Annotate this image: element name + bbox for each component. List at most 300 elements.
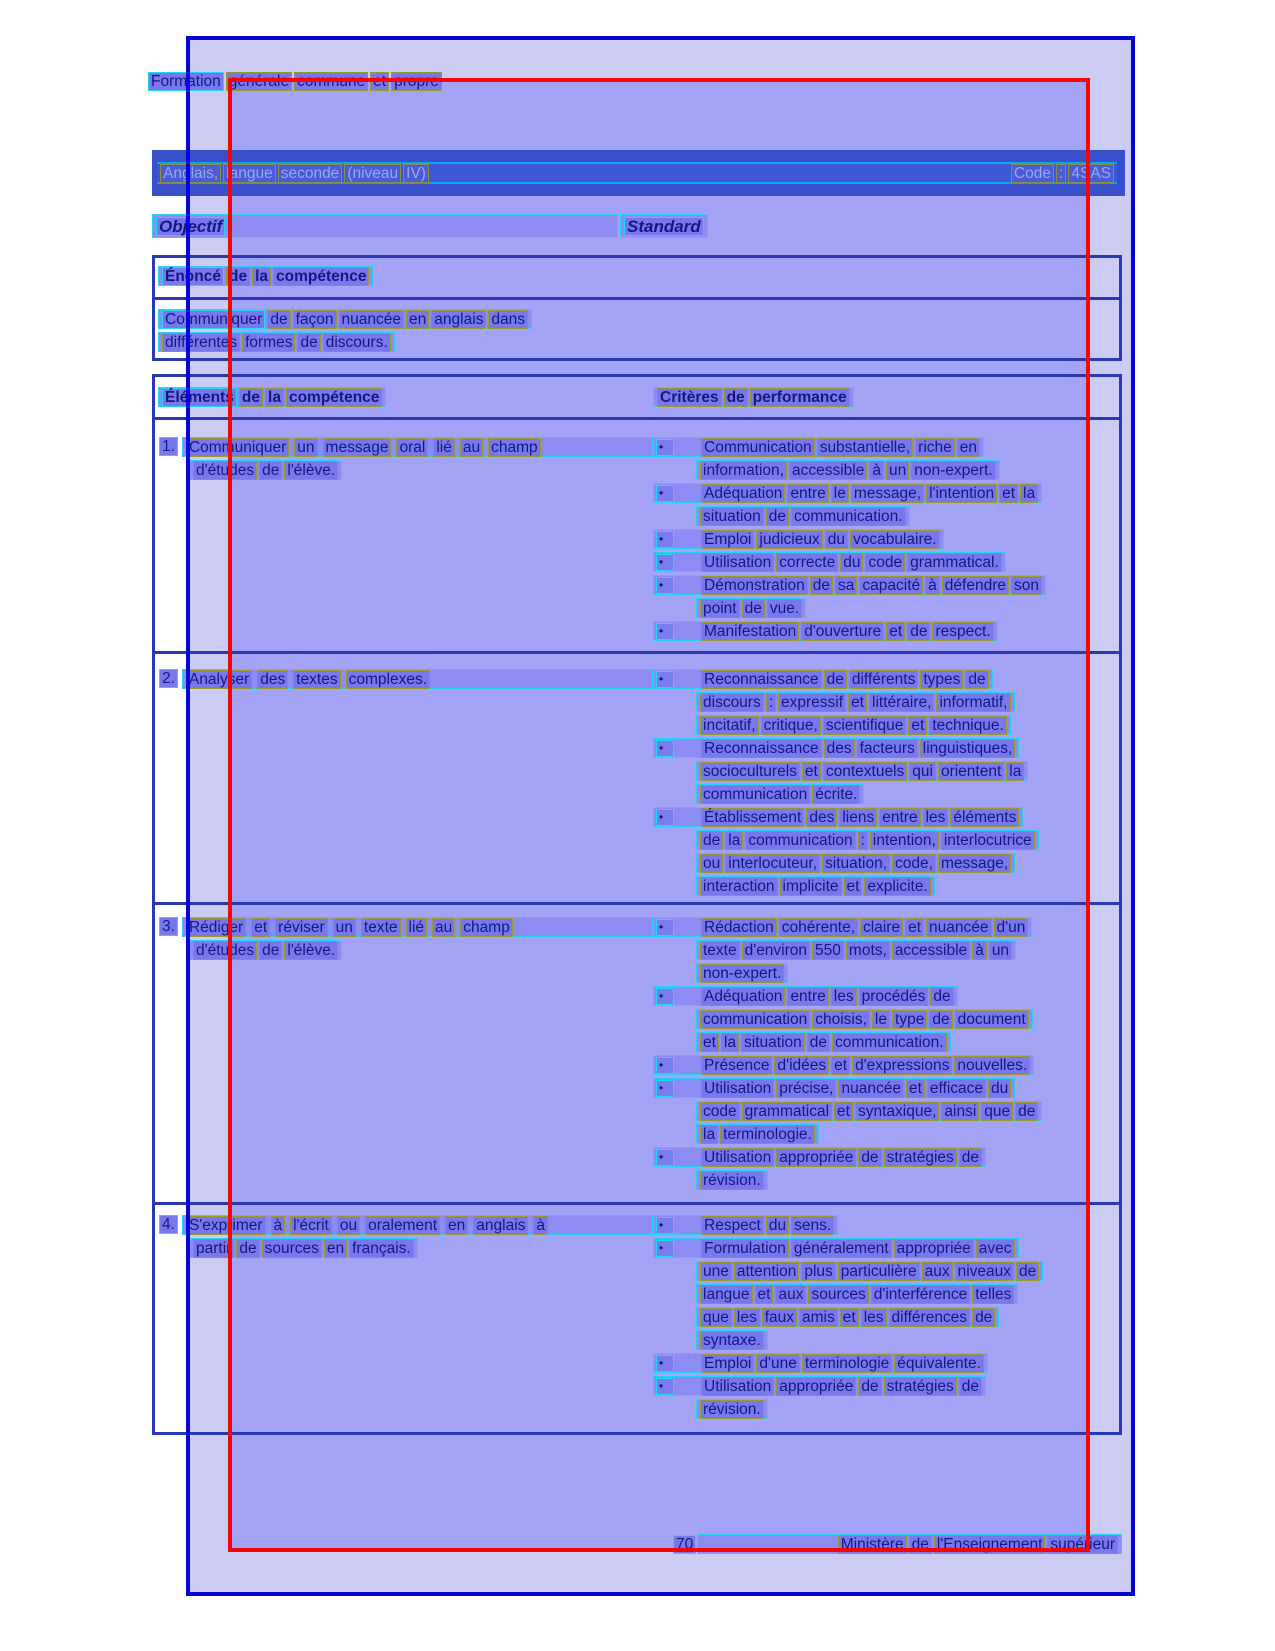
word-box: et <box>844 877 863 896</box>
word-box: supérieur <box>1047 1535 1118 1554</box>
word-box: français. <box>349 1239 414 1258</box>
word-box: le <box>872 1010 890 1029</box>
word-box: Utilisation <box>701 553 774 572</box>
word-box: textes <box>293 670 340 689</box>
text-line <box>158 437 653 457</box>
word-box: de <box>267 310 290 329</box>
word-box: critique, <box>761 716 821 735</box>
word-box: de <box>259 461 282 480</box>
standard-title <box>623 217 705 236</box>
competence-table-header <box>155 377 1119 420</box>
word-box: et <box>802 762 821 781</box>
word-box: langue <box>700 1285 753 1304</box>
word-box: entre <box>879 808 920 827</box>
word-box: grammatical. <box>907 553 1002 572</box>
word-box: scientifique <box>823 716 907 735</box>
word-box: communication <box>700 1010 810 1029</box>
word-box: Respect <box>701 1216 764 1235</box>
word-box: syntaxique, <box>855 1102 939 1121</box>
word-box: grammatical <box>742 1102 832 1121</box>
word-box: oral <box>396 438 428 457</box>
word-box: Utilisation <box>701 1377 774 1396</box>
word-box: riche <box>915 438 955 457</box>
table-row <box>155 654 1119 905</box>
word-box: communication <box>745 831 855 850</box>
word-box: non-expert. <box>911 461 995 480</box>
criteria-line <box>653 1215 838 1235</box>
word-box: défendre <box>942 576 1009 595</box>
criteria-line <box>696 1009 1033 1029</box>
criteria-line <box>696 506 910 526</box>
criteria-line <box>653 807 1023 827</box>
word-box: équivalente. <box>894 1354 984 1373</box>
word-box: des <box>806 808 837 827</box>
word-box: de <box>1016 1262 1039 1281</box>
word-box: propre <box>391 72 442 91</box>
word-box: révision. <box>700 1400 764 1419</box>
word-box: l'écrit <box>290 1216 332 1235</box>
word-box: les <box>923 808 949 827</box>
bullet-icon: • <box>656 919 674 936</box>
criteria-line <box>696 460 1000 480</box>
word-box: non-expert. <box>700 964 784 983</box>
criteria-line <box>653 529 944 549</box>
word-box: Formulation <box>701 1239 789 1258</box>
word-box: et <box>755 1285 774 1304</box>
word-box: de <box>824 670 847 689</box>
criteria-line <box>696 1101 1042 1121</box>
word-box: de <box>959 1377 982 1396</box>
word-box: champ <box>460 918 513 937</box>
word-box: et <box>840 1308 859 1327</box>
criteria-line <box>653 1078 1015 1098</box>
word-box: des <box>257 670 288 689</box>
word-box: lié <box>406 918 428 937</box>
word-box: : <box>858 831 868 850</box>
enonce-table <box>152 255 1122 361</box>
word-box: anglais <box>431 310 486 329</box>
enonce-title-box <box>158 266 373 286</box>
elements-header-box <box>158 387 386 407</box>
word-box: entre <box>787 484 828 503</box>
word-box: Communiquer <box>162 310 265 329</box>
word-box: littéraire, <box>869 693 934 712</box>
word-box: ou <box>700 854 723 873</box>
word-box: précise, <box>776 1079 836 1098</box>
word-box: Communication <box>701 438 815 457</box>
word-box: informatif, <box>936 693 1010 712</box>
word-box: et <box>906 1079 925 1098</box>
bullet-icon: • <box>656 671 674 688</box>
criteria-line <box>696 1124 819 1144</box>
word-box: un <box>989 941 1012 960</box>
word-box: de <box>909 1535 932 1554</box>
enonce-body <box>155 300 1119 352</box>
word-box: de <box>236 1239 259 1258</box>
bullet-icon: • <box>656 1355 674 1372</box>
word-box: document <box>955 1010 1029 1029</box>
table-row <box>155 1205 1119 1429</box>
word-box: lié <box>433 438 455 457</box>
word-box: et <box>370 72 389 91</box>
word-box: Analyser <box>186 670 252 689</box>
word-box: particulière <box>838 1262 920 1281</box>
word-box: générale <box>226 72 292 91</box>
word-box: de <box>858 1377 881 1396</box>
word-box: de <box>807 1033 830 1052</box>
word-box: différentes <box>162 333 240 352</box>
word-box: la <box>252 267 271 286</box>
word-box: la <box>1020 484 1038 503</box>
word-box: Démonstration <box>701 576 808 595</box>
word-box: et <box>700 1033 719 1052</box>
word-box: Ministère <box>838 1535 907 1554</box>
word-box: situation <box>741 1033 805 1052</box>
word-box: commune <box>294 72 368 91</box>
word-box: liens <box>839 808 877 827</box>
bullet-icon: • <box>656 1057 674 1074</box>
word-box: de <box>965 670 988 689</box>
word-box: un <box>333 918 356 937</box>
bullet-icon: • <box>656 1240 674 1257</box>
word-box: stratégies <box>884 1377 957 1396</box>
word-box: appropriée <box>894 1239 974 1258</box>
footer-line-box <box>697 1534 1122 1554</box>
word-box: de <box>810 576 833 595</box>
word-box: avec <box>976 1239 1015 1258</box>
word-box: 70 <box>673 1535 696 1554</box>
word-box: communication. <box>832 1033 947 1052</box>
criteria-line <box>653 738 1019 758</box>
word-box: révision. <box>700 1171 764 1190</box>
word-box: respect. <box>932 622 993 641</box>
word-box: formes <box>242 333 295 352</box>
word-box: et <box>251 918 270 937</box>
word-box: type <box>892 1010 927 1029</box>
criteria-line <box>696 1330 768 1350</box>
bullet-icon: • <box>656 1217 674 1234</box>
criteria-line <box>653 575 1046 595</box>
word-box: stratégies <box>884 1148 957 1167</box>
criteria-cell <box>653 437 1119 644</box>
word-box: substantielle, <box>817 438 913 457</box>
word-box: : <box>766 693 776 712</box>
word-box: expressif <box>778 693 846 712</box>
word-box: Éléments <box>162 388 237 407</box>
word-box: terminologie <box>802 1354 892 1373</box>
word-box: seconde <box>278 164 343 183</box>
word-box: amis <box>799 1308 838 1327</box>
word-box: Adéquation <box>701 484 785 503</box>
word-box: sources <box>262 1239 322 1258</box>
word-box: cohérente, <box>779 918 858 937</box>
word-box: judicieux <box>756 530 822 549</box>
word-box: au <box>460 438 483 457</box>
page-number <box>672 1534 697 1554</box>
criteria-line <box>696 1170 768 1190</box>
word-box: sources <box>808 1285 868 1304</box>
word-box: la <box>721 1033 739 1052</box>
word-box: Reconnaissance <box>701 670 822 689</box>
word-box: et <box>905 918 924 937</box>
text-line <box>182 437 653 457</box>
criteria-line <box>696 715 1011 735</box>
word-box: Adéquation <box>701 987 785 1006</box>
word-box: nuancée <box>926 918 991 937</box>
word-box: entre <box>787 987 828 1006</box>
word-box: linguistiques, <box>920 739 1016 758</box>
word-box: Critères <box>657 388 722 407</box>
word-box: orientent <box>938 762 1004 781</box>
word-box: Utilisation <box>701 1148 774 1167</box>
text-line <box>182 669 653 689</box>
word-box: la <box>265 388 284 407</box>
criteria-line <box>696 1032 951 1052</box>
word-box: les <box>831 987 857 1006</box>
word-box: situation <box>700 507 764 526</box>
word-box: l'Enseignement <box>934 1535 1046 1554</box>
word-box: interaction <box>700 877 778 896</box>
word-box: de <box>259 941 282 960</box>
word-box: à <box>972 941 987 960</box>
word-box: mots, <box>846 941 890 960</box>
word-box: contextuels <box>823 762 907 781</box>
word-box: d'ouverture <box>801 622 884 641</box>
criteria-line <box>696 692 1015 712</box>
criteres-header-box <box>653 387 854 407</box>
word-box: différences <box>889 1308 971 1327</box>
word-box: interlocuteur, <box>725 854 820 873</box>
criteria-line <box>696 784 864 804</box>
word-box: message, <box>938 854 1011 873</box>
word-box: de <box>959 1148 982 1167</box>
word-box: nuancée <box>838 1079 903 1098</box>
word-box: 3. <box>159 917 178 936</box>
criteria-line <box>653 1238 1019 1258</box>
text-line <box>189 460 342 480</box>
word-box: en <box>445 1216 468 1235</box>
word-box: son <box>1011 576 1042 595</box>
word-box: capacité <box>859 576 923 595</box>
text-line <box>158 1215 653 1235</box>
word-box: 4SAS <box>1068 164 1114 183</box>
word-box: choisis, <box>812 1010 870 1029</box>
word-box: la <box>700 1125 718 1144</box>
criteria-line <box>653 552 1006 572</box>
word-box: du <box>840 553 863 572</box>
word-box: l'élève. <box>284 461 338 480</box>
table-row <box>155 905 1119 1205</box>
word-box: en <box>324 1239 347 1258</box>
bullet-icon: • <box>656 577 674 594</box>
criteria-line <box>653 986 958 1006</box>
word-box: compétence <box>286 388 382 407</box>
word-box: discours <box>700 693 764 712</box>
publisher-name <box>837 1535 1119 1554</box>
word-box: langue <box>223 164 276 183</box>
word-box: 550 <box>812 941 844 960</box>
element-cell <box>158 1215 653 1261</box>
word-box: Manifestation <box>701 622 799 641</box>
word-box: anglais <box>473 1216 528 1235</box>
word-box: d'expressions <box>852 1056 952 1075</box>
criteria-line <box>653 1055 1034 1075</box>
word-box: Standard <box>624 217 704 236</box>
word-box: de <box>742 599 765 618</box>
word-box: d'une <box>756 1354 799 1373</box>
word-box: et <box>886 622 905 641</box>
criteria-line <box>696 1284 1018 1304</box>
criteria-line <box>696 963 788 983</box>
criteria-cell <box>653 669 1119 899</box>
word-box: message, <box>851 484 924 503</box>
word-box: du <box>766 1216 789 1235</box>
word-box: types <box>920 670 963 689</box>
word-box: interlocutrice <box>941 831 1035 850</box>
word-box: écrite. <box>812 785 860 804</box>
element-cell <box>158 917 653 963</box>
word-box: que <box>981 1102 1013 1121</box>
word-box: de <box>907 622 930 641</box>
word-box: syntaxe. <box>700 1331 764 1350</box>
word-box: d'idées <box>774 1056 829 1075</box>
word-box: Objectif <box>156 217 225 236</box>
word-box: communication. <box>791 507 906 526</box>
word-box: message <box>323 438 392 457</box>
word-box: efficace <box>927 1079 986 1098</box>
word-box: d'interférence <box>871 1285 970 1304</box>
word-box: Rédaction <box>701 918 777 937</box>
bullet-icon: • <box>656 485 674 502</box>
criteria-line <box>696 1261 1043 1281</box>
word-box: implicite <box>780 877 842 896</box>
word-box: code, <box>892 854 936 873</box>
word-box: communication <box>700 785 810 804</box>
standard-title-box <box>620 214 708 238</box>
objectif-title-box <box>152 214 618 238</box>
column-titles-row <box>152 214 1125 238</box>
word-box: le <box>831 484 849 503</box>
section-label <box>147 72 443 91</box>
word-box: ainsi <box>941 1102 979 1121</box>
word-box: oralement <box>365 1216 440 1235</box>
criteria-line <box>653 437 984 457</box>
word-box: à <box>533 1216 548 1235</box>
word-box: champ <box>488 438 541 457</box>
word-box: dans <box>488 310 528 329</box>
course-title <box>159 164 430 183</box>
word-box: les <box>861 1308 887 1327</box>
word-box: vue. <box>767 599 802 618</box>
table-rows <box>155 420 1119 1429</box>
word-box: à <box>925 576 940 595</box>
word-box: en <box>957 438 980 457</box>
word-box: de <box>858 1148 881 1167</box>
criteria-line <box>653 1353 988 1373</box>
word-box: Reconnaissance <box>701 739 822 758</box>
criteria-line <box>653 483 1042 503</box>
word-box: et <box>831 1056 850 1075</box>
word-box: à <box>869 461 884 480</box>
word-box: de <box>724 388 748 407</box>
word-box: un <box>294 438 317 457</box>
word-box: de <box>972 1308 995 1327</box>
word-box: Énoncé <box>162 267 224 286</box>
word-box: 1. <box>159 437 178 456</box>
word-box: intention, <box>870 831 939 850</box>
word-box: éléments <box>950 808 1019 827</box>
element-cell <box>158 437 653 483</box>
word-box: vocabulaire. <box>850 530 940 549</box>
word-box: les <box>734 1308 760 1327</box>
word-box: Communiquer <box>186 438 289 457</box>
word-box: d'études <box>193 461 257 480</box>
word-box: et <box>908 716 927 735</box>
criteria-line <box>696 940 1016 960</box>
word-box: partir <box>193 1239 234 1258</box>
criteria-line <box>653 917 1032 937</box>
bullet-icon: • <box>656 1378 674 1395</box>
word-box: de <box>930 987 953 1006</box>
criteria-line <box>696 1399 768 1419</box>
word-box: sa <box>835 576 857 595</box>
word-box: aux <box>775 1285 806 1304</box>
bullet-icon: • <box>656 531 674 548</box>
page-footer <box>672 1534 1122 1554</box>
word-box: nuancée <box>339 310 404 329</box>
bullet-icon: • <box>656 988 674 1005</box>
word-box: Emploi <box>701 1354 754 1373</box>
word-box: accessible <box>892 941 970 960</box>
word-box: information, <box>700 461 787 480</box>
criteria-line <box>696 853 1015 873</box>
text-line <box>158 669 653 689</box>
text-line <box>189 940 342 960</box>
word-box: situation, <box>822 854 890 873</box>
word-box: un <box>886 461 909 480</box>
word-box: que <box>700 1308 732 1327</box>
word-box: complexes. <box>346 670 430 689</box>
word-box: socioculturels <box>700 762 800 781</box>
word-box: performance <box>750 388 850 407</box>
word-box: (niveau <box>344 164 401 183</box>
word-box: appropriée <box>776 1148 856 1167</box>
word-box: Formation <box>148 72 224 91</box>
word-box: niveaux <box>955 1262 1014 1281</box>
enonce-header-row <box>155 258 1119 300</box>
word-box: claire <box>860 918 903 937</box>
word-box: Code <box>1011 164 1054 183</box>
criteria-line <box>653 1147 986 1167</box>
criteria-line <box>653 669 993 689</box>
course-header-line <box>157 162 1117 184</box>
criteres-header <box>656 388 851 407</box>
word-box: et <box>834 1102 853 1121</box>
word-box: Utilisation <box>701 1079 774 1098</box>
element-cell <box>158 669 653 692</box>
word-box: des <box>824 739 855 758</box>
word-box: Anglais, <box>160 164 221 183</box>
word-box: explicite. <box>864 877 930 896</box>
word-box: Établissement <box>701 808 804 827</box>
word-box: qui <box>909 762 936 781</box>
criteria-cell <box>653 1215 1119 1422</box>
word-box: réviser <box>275 918 328 937</box>
word-box: et <box>999 484 1018 503</box>
bullet-icon: • <box>656 554 674 571</box>
word-box: 4. <box>159 1215 178 1234</box>
word-box: du <box>988 1079 1011 1098</box>
